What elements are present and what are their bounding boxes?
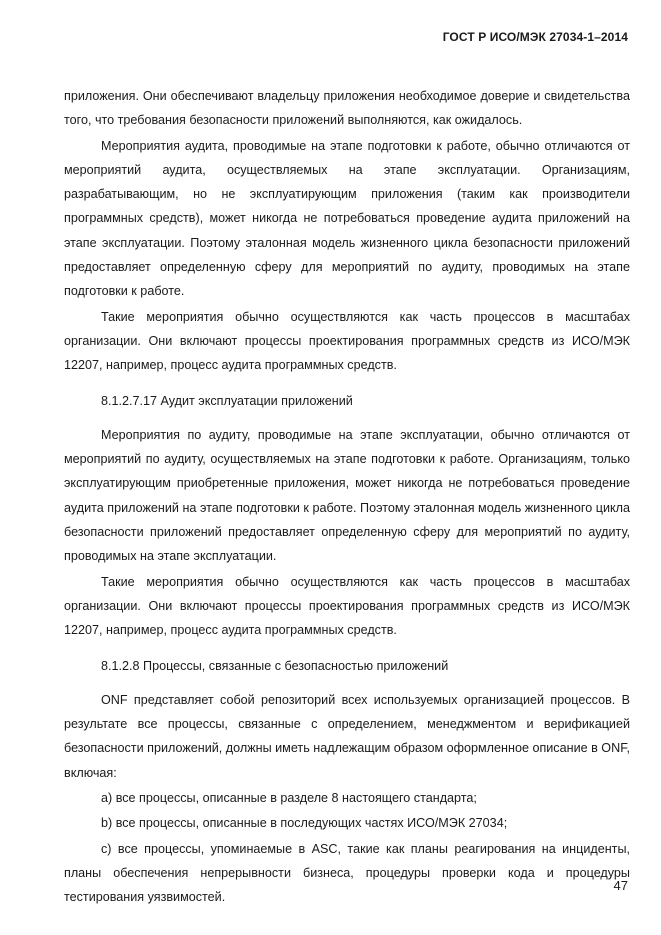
list-item-c: c) все процессы, упоминаемые в ASC, такие как планы реагирования на инциденты, планы обеспечения непрерывности бизнеса, процедуры проверки кода и процедуры тестирования уязвимостей. bbox=[64, 841, 630, 905]
document-body bbox=[64, 84, 630, 911]
list-item-b: b) все процессы, описанные в последующих частях ИСО/МЭК 27034; bbox=[101, 816, 508, 831]
paragraph-organization-processes-2: Такие мероприятия обычно осуществляются как часть процессов в масштабах организации. Они включают процессы проектирования программных средств из ИСО/МЭК 12207, например, процесс аудита программных средств. bbox=[64, 574, 630, 638]
paragraph-onf: ONF представляет собой репозиторий всех используемых организацией процессов. В результате все процессы, связанные с определением, менеджментом и верификацией безопасности приложений, должны иметь надлежащим образом оформленное описание в ONF, включая: bbox=[64, 692, 630, 780]
section-heading-8-1-2-7-17: 8.1.2.7.17 Аудит эксплуатации приложений bbox=[101, 393, 353, 408]
paragraph-continuation: приложения. Они обеспечивают владельцу приложения необходимое доверие и свидетельства того, что требования безопасности приложений выполняются, как ожидалось. bbox=[64, 89, 630, 128]
list-item-a: a) все процессы, описанные в разделе 8 настоящего стандарта; bbox=[101, 791, 477, 806]
section-heading-8-1-2-8: 8.1.2.8 Процессы, связанные с безопасностью приложений bbox=[101, 658, 449, 673]
page-number: 47 bbox=[613, 878, 628, 893]
paragraph-audit-operation: Мероприятия по аудиту, проводимые на этапе эксплуатации, обычно отличаются от мероприятий по аудиту, осуществляемых на этапе подготовки к работе. Организациям, только эксплуатирующим приобретенные приложения, может никогда не потребоваться проведение аудита приложений на этапе подготовки к работе. Поэтому эталонная модель жизненного цикла безопасности приложений предоставляет определенную сферу для мероприятий по аудиту, проводимых на этапе эксплуатации. bbox=[64, 427, 630, 564]
paragraph-audit-preparation: Мероприятия аудита, проводимые на этапе подготовки к работе, обычно отличаются от мероприятий аудита, осуществляемых на этапе эксплуатации. Организациям, разрабатывающим, но не эксплуатирующим приложения (таким как производители программных средств), может никогда не потребоваться проведение аудита приложений на этапе эксплуатации. Поэтому эталонная модель жизненного цикла безопасности приложений предоставляет определенную сферу для мероприятий по аудиту, проводимых на этапе подготовки к работе. bbox=[64, 138, 630, 299]
document-header: ГОСТ Р ИСО/МЭК 27034-1–2014 bbox=[442, 30, 628, 44]
paragraph-organization-processes: Такие мероприятия обычно осуществляются как часть процессов в масштабах организации. Они включают процессы проектирования программных средств из ИСО/МЭК 12207, например, процесс аудита программных средств. bbox=[64, 309, 630, 373]
